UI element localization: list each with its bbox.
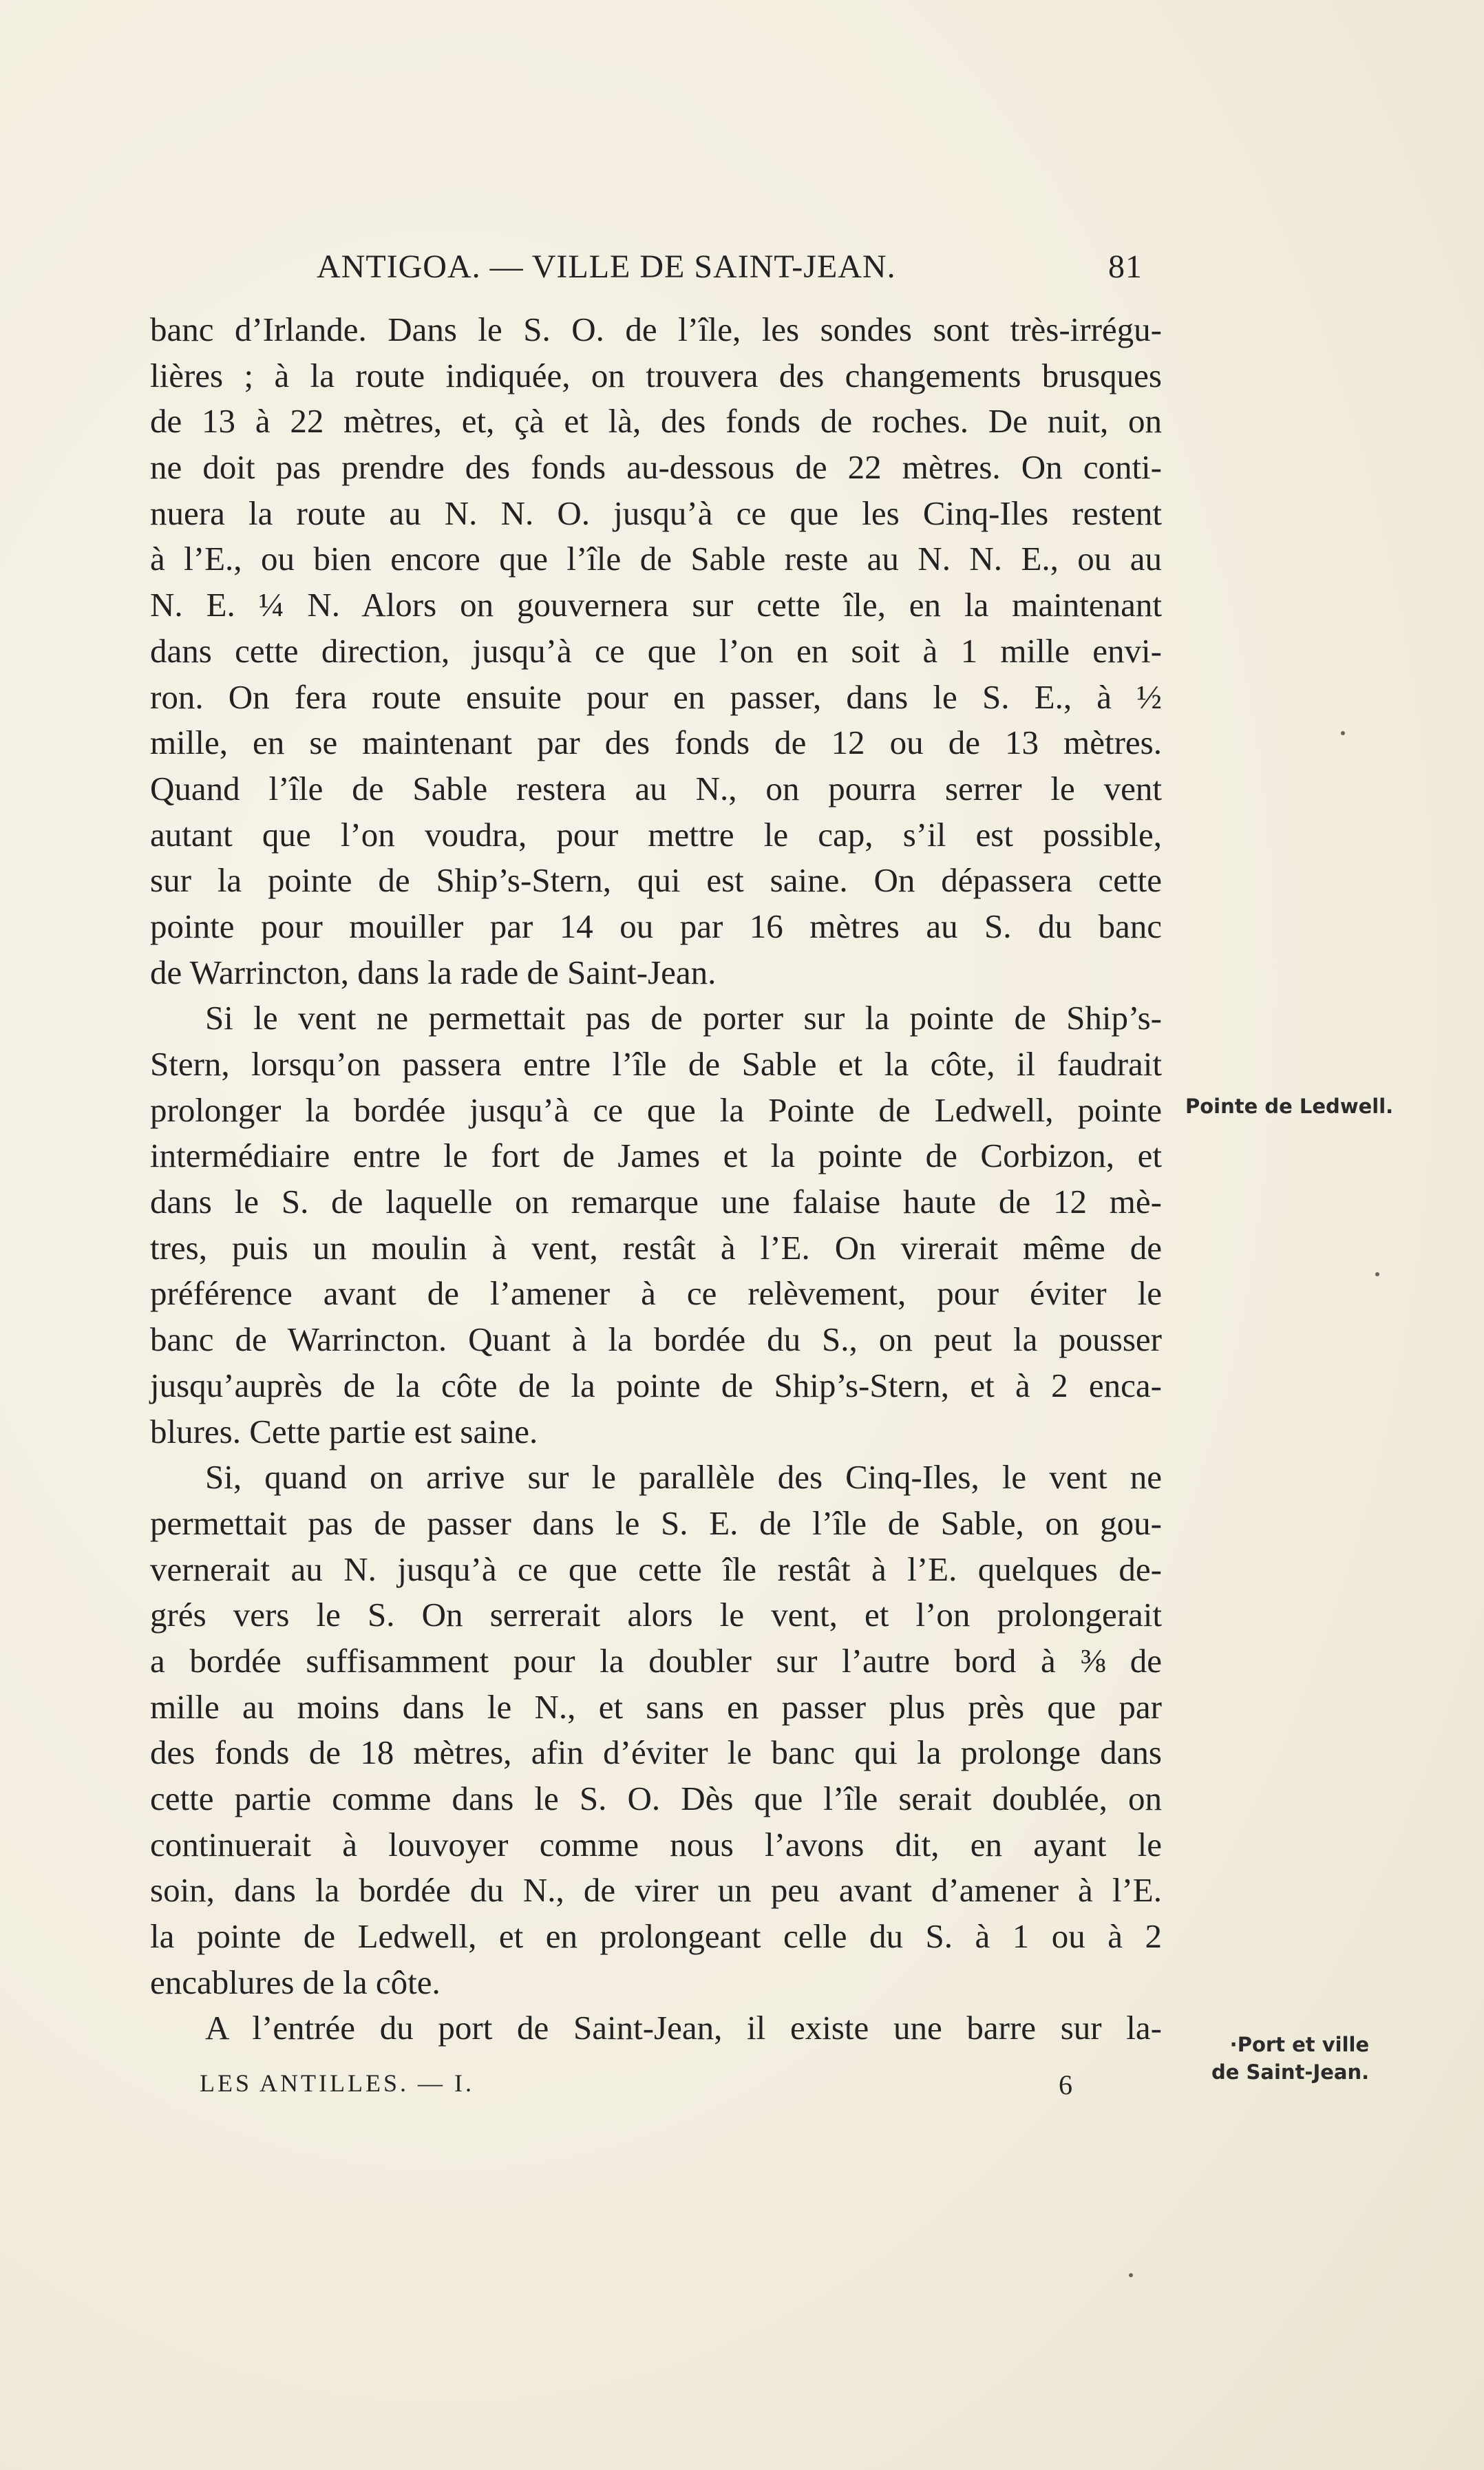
text-line: jusqu’auprès de la côte de la pointe de Ship’s-Stern, et à 2 enca- bbox=[150, 1366, 1162, 1404]
running-title: ANTIGOA. — VILLE DE SAINT-JEAN. bbox=[317, 249, 896, 285]
text-line: encablures de la côte. bbox=[150, 1963, 441, 2001]
text-line: mille, en se maintenant par des fonds de 12 ou de 13 mètres. bbox=[150, 724, 1162, 762]
text-line: Quand l’île de Sable restera au N., on pourra serrer le vent bbox=[150, 769, 1162, 807]
text-line: de 13 à 22 mètres, et, çà et là, des fonds de roches. De nuit, on bbox=[150, 402, 1162, 441]
text-line: à l’E., ou bien encore que l’île de Sable reste au N. N. E., ou au bbox=[150, 540, 1162, 578]
text-line: soin, dans la bordée du N., de virer un peu avant d’amener à l’E. bbox=[150, 1871, 1162, 1910]
text-line: nuera la route au N. N. O. jusqu’à ce que les Cinq-Iles restent bbox=[150, 494, 1162, 532]
text-line: ne doit pas prendre des fonds au-dessous de 22 mètres. On conti- bbox=[150, 448, 1162, 487]
text-line: banc de Warrincton. Quant à la bordée du S., on peut la pousser bbox=[150, 1320, 1162, 1359]
text-line: pointe pour mouiller par 14 ou par 16 mètres au S. du banc bbox=[150, 907, 1162, 945]
text-line: des fonds de 18 mètres, afin d’éviter le banc qui la prolonge dans bbox=[150, 1733, 1162, 1772]
sheet-signature: LES ANTILLES. — I. bbox=[200, 2069, 474, 2097]
text-line: mille au moins dans le N., et sans en passer plus près que par bbox=[150, 1687, 1162, 1726]
text-line: la pointe de Ledwell, et en prolongeant celle du S. à 1 ou à 2 bbox=[150, 1917, 1162, 1956]
text-line: grés vers le S. On serrerait alors le vent, et l’on prolongerait bbox=[150, 1596, 1162, 1634]
text-line: blures. Cette partie est saine. bbox=[150, 1412, 538, 1450]
text-line: ron. On fera route ensuite pour en passer, dans le S. E., à ½ bbox=[150, 677, 1162, 716]
text-line: de Warrincton, dans la rade de Saint-Jean. bbox=[150, 953, 717, 991]
text-line: a bordée suffisamment pour la doubler sur l’autre bord à ⅜ de bbox=[150, 1641, 1162, 1680]
text-line: dans cette direction, jusqu’à ce que l’on en soit à 1 mille envi- bbox=[150, 631, 1162, 670]
text-line: Stern, lorsqu’on passera entre l’île de Sable et la côte, il faudrait bbox=[150, 1045, 1162, 1083]
text-line: prolonger la bordée jusqu’à ce que la Pointe de Ledwell, pointe bbox=[150, 1090, 1162, 1129]
text-line: continuerait à louvoyer comme nous l’avons dit, en ayant le bbox=[150, 1825, 1162, 1864]
paper-speck bbox=[1341, 731, 1345, 735]
body-text bbox=[150, 307, 1162, 2051]
text-line: N. E. ¼ N. Alors on gouvernera sur cette île, en la maintenant bbox=[150, 586, 1162, 624]
text-line: permettait pas de passer dans le S. E. de l’île de Sable, on gou- bbox=[150, 1503, 1162, 1542]
text-line: banc d’Irlande. Dans le S. O. de l’île, les sondes sont très-irrégu- bbox=[150, 310, 1162, 348]
margin-note-pointe-de-ledwell: Pointe de Ledwell. bbox=[1185, 1095, 1394, 1118]
text-line: sur la pointe de Ship’s-Stern, qui est saine. On dépassera cette bbox=[150, 861, 1162, 900]
paper-speck bbox=[1129, 2273, 1133, 2277]
text-line: lières ; à la route indiquée, on trouvera des changements brusques bbox=[150, 356, 1162, 394]
text-line: vernerait au N. jusqu’à ce que cette île restât à l’E. quelques de- bbox=[150, 1550, 1162, 1588]
text-line: Si, quand on arrive sur le parallèle des Cinq-Iles, le vent ne bbox=[205, 1458, 1162, 1497]
margin-note-port-saint-jean bbox=[1211, 2031, 1369, 2086]
text-line: tres, puis un moulin à vent, restât à l’E. On virerait même de bbox=[150, 1228, 1162, 1267]
sheet-signature-number: 6 bbox=[1059, 2069, 1072, 2100]
margin-note-port-line-2: de Saint-Jean. bbox=[1211, 2060, 1370, 2084]
text-line: cette partie comme dans le S. O. Dès que l’île serait doublée, on bbox=[150, 1780, 1162, 1817]
text-line: autant que l’on voudra, pour mettre le cap, s’il est possible, bbox=[150, 815, 1162, 854]
text-line: préférence avant de l’amener à ce relèvement, pour éviter le bbox=[150, 1274, 1162, 1313]
text-line: A l’entrée du port de Saint-Jean, il existe une barre sur la- bbox=[205, 2009, 1162, 2047]
text-line: dans le S. de laquelle on remarque une falaise haute de 12 mè- bbox=[150, 1183, 1162, 1221]
text-line: intermédiaire entre le fort de James et la pointe de Corbizon, et bbox=[150, 1137, 1162, 1175]
page-number: 81 bbox=[1108, 249, 1143, 285]
paper-speck bbox=[1375, 1272, 1379, 1276]
text-line: Si le vent ne permettait pas de porter sur la pointe de Ship’s- bbox=[205, 999, 1162, 1037]
margin-note-port-line-1: ·Port et ville bbox=[1229, 2033, 1370, 2056]
running-header bbox=[317, 248, 1143, 296]
